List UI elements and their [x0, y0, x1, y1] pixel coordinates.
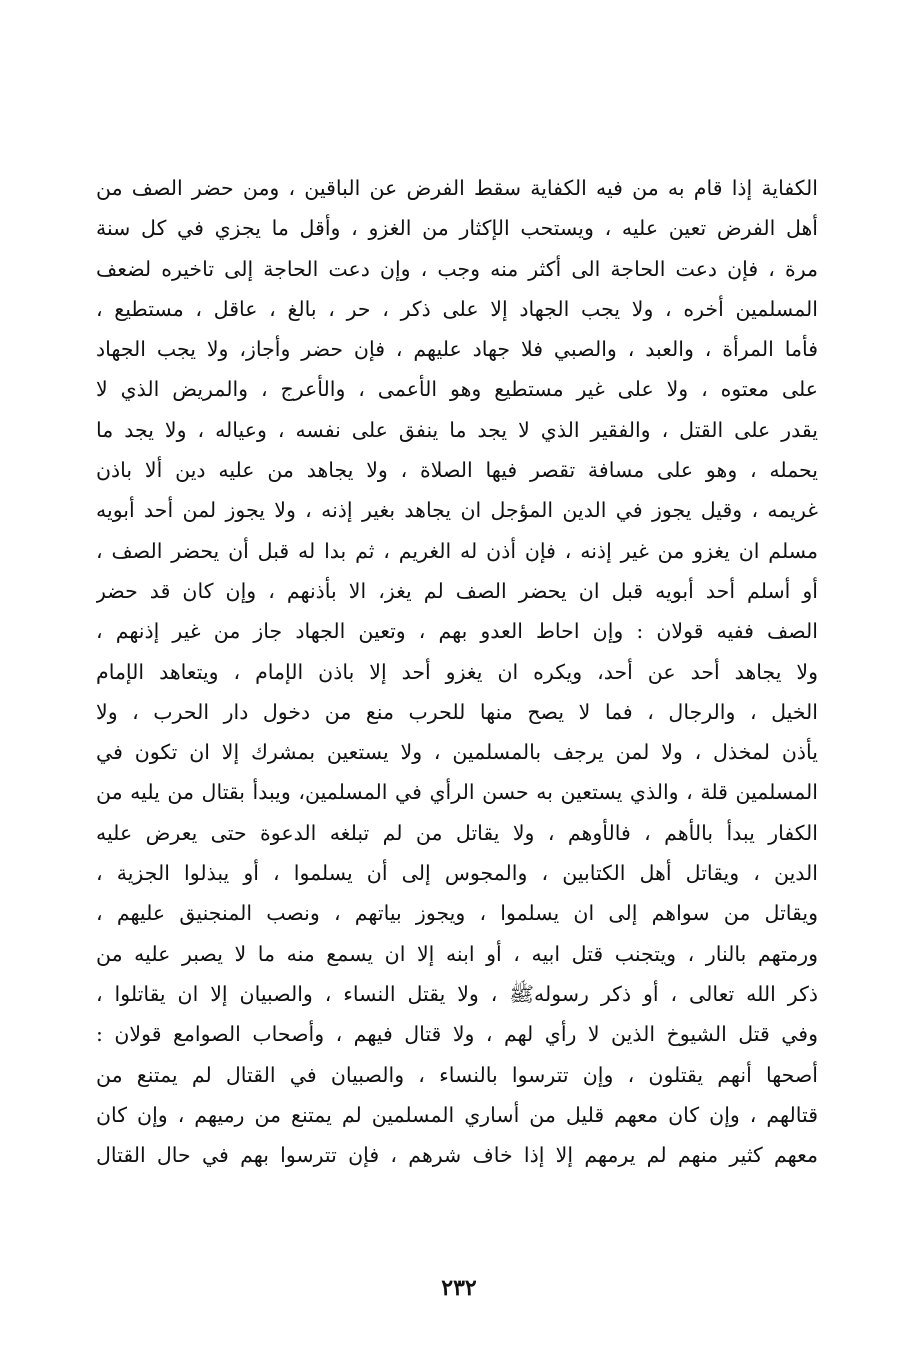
text-line: معهم كثير منهم لم يرمهم إلا إذا خاف شرهم ، فإن تترسوا بهم في حال القتال — [96, 1143, 818, 1168]
text-line: أهل الفرض تعين عليه ، ويستحب الإكثار من الغزو ، وأقل ما يجزي في كل سنة — [96, 216, 818, 241]
text-line: فأما المرأة ، والعبد ، والصبي فلا جهاد عليهم ، فإن حضر وأجاز، ولا يجب الجهاد — [96, 337, 818, 362]
text-line: مرة ، فإن دعت الحاجة الى أكثر منه وجب ، وإن دعت الحاجة إلى تاخيره لضعف — [96, 256, 818, 281]
text-line: على معتوه ، ولا على غير مستطيع وهو الأعمى ، والأعرج ، والمريض الذي لا — [96, 377, 818, 402]
text-line: ذكر الله تعالى ، أو ذكر رسولهﷺ ، ولا يقتل النساء ، والصبيان إلا ان يقاتلوا ، — [96, 981, 818, 1006]
text-line: ويقاتل من سواهم إلى ان يسلموا ، ويجوز بياتهم ، ونصب المنجنيق عليهم ، — [96, 901, 818, 926]
text-line: ولا يجاهد أحد عن أحد، ويكره ان يغزو أحد إلا باذن الإمام ، ويتعاهد الإمام — [96, 659, 818, 684]
text-line: ورمتهم بالنار ، ويتجنب قتل ابيه ، أو ابنه إلا ان يسمع منه ما لا يصبر عليه من — [96, 941, 818, 966]
text-line: أو أسلم أحد أبويه قبل ان يحضر الصف لم يغز، الا بأذنهم ، وإن كان قد حضر — [96, 578, 818, 603]
body-text — [96, 168, 818, 1175]
text-line: الخيل ، والرجال ، فما لا يصح منها للحرب منع من دخول دار الحرب ، ولا — [96, 699, 818, 724]
text-line: غريمه ، وقيل يجوز في الدين المؤجل ان يجاهد بغير إذنه ، ولا يجوز لمن أحد أبويه — [96, 498, 818, 523]
text-line: يأذن لمخذل ، ولا لمن يرجف بالمسلمين ، ولا يستعين بمشرك إلا ان تكون في — [96, 740, 818, 765]
text-line: يقدر على القتل ، والفقير الذي لا يجد ما ينفق على نفسه ، وعياله ، ولا يجد ما — [96, 417, 818, 442]
text-line: قتالهم ، وإن كان معهم قليل من أساري المسلمين لم يمتنع من رميهم ، وإن كان — [96, 1102, 818, 1127]
text-line: الكفار يبدأ بالأهم ، فالأوهم ، ولا يقاتل من لم تبلغه الدعوة حتى يعرض عليه — [96, 820, 818, 845]
text-line: مسلم ان يغزو من غير إذنه ، فإن أذن له الغريم ، ثم بدا له قبل أن يحضر الصف ، — [96, 538, 818, 563]
text-line: المسلمين أخره ، ولا يجب الجهاد إلا على ذكر ، حر ، بالغ ، عاقل ، مستطيع ، — [96, 296, 818, 321]
text-line: الكفاية إذا قام به من فيه الكفاية سقط الفرض عن الباقين ، ومن حضر الصف من — [96, 176, 818, 200]
text-line: وفي قتل الشيوخ الذين لا رأي لهم ، ولا قتال فيهم ، وأصحاب الصوامع قولان : — [96, 1022, 818, 1047]
text-line: المسلمين قلة ، والذي يستعين به حسن الرأي في المسلمين، ويبدأ بقتال من يليه من — [96, 780, 818, 805]
text-line: الصف ففيه قولان : وإن احاط العدو بهم ، وتعين الجهاد جاز من غير إذنهم ، — [96, 619, 818, 644]
text-line: الدين ، ويقاتل أهل الكتابين ، والمجوس إلى أن يسلموا ، أو يبذلوا الجزية ، — [96, 861, 818, 886]
text-line: أصحها أنهم يقتلون ، وإن تترسوا بالنساء ، والصبيان في القتال لم يمتنع من — [96, 1062, 818, 1087]
text-line: يحمله ، وهو على مسافة تقصر فيها الصلاة ، ولا يجاهد من عليه دين ألا باذن — [96, 458, 818, 483]
page-number: ٢٣٢ — [441, 1275, 477, 1301]
